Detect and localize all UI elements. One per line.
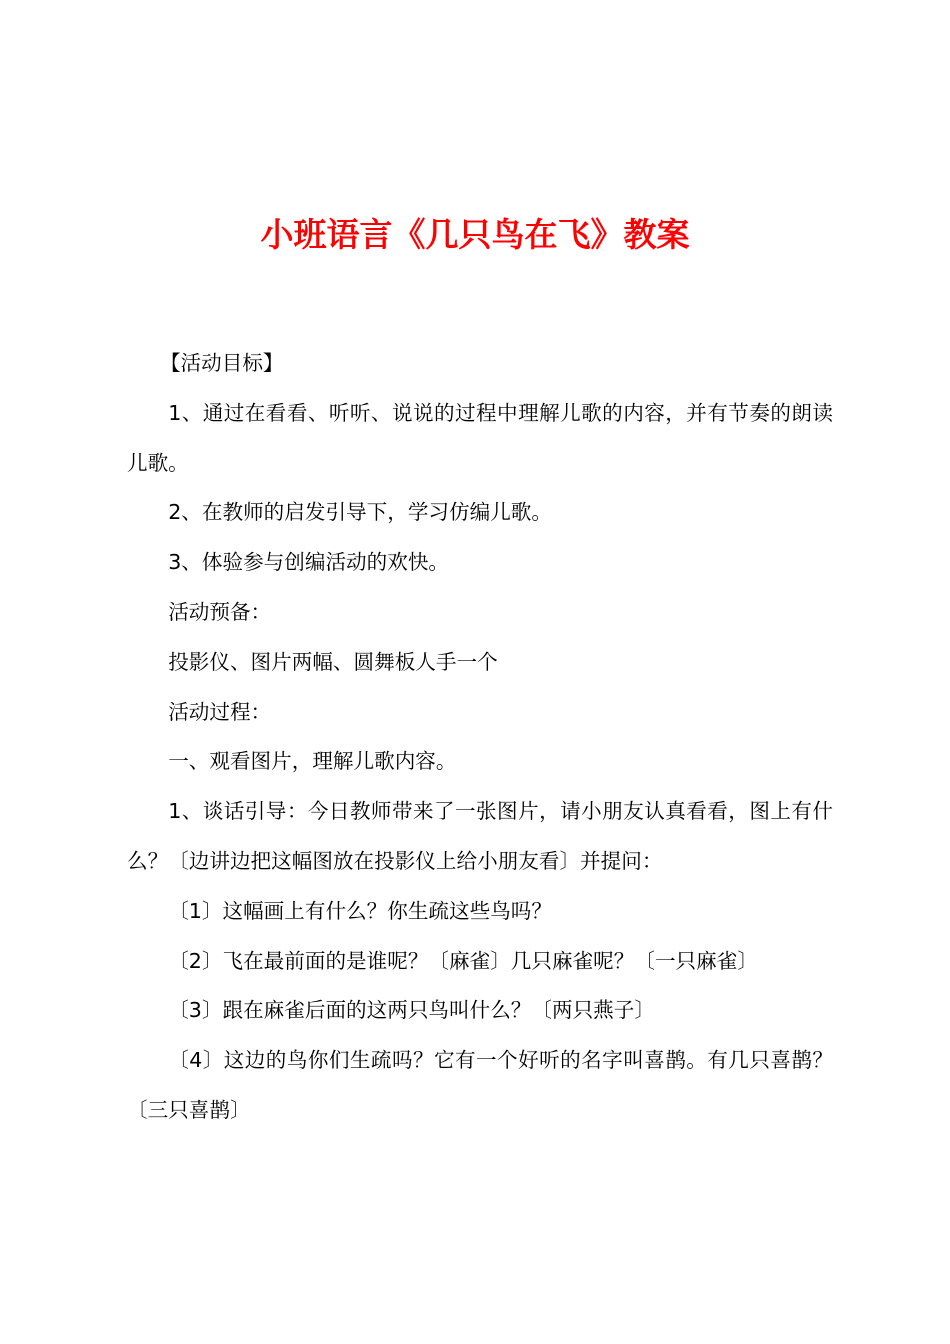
document-title: 小班语言《几只鸟在飞》教案	[260, 215, 690, 254]
goal-item-2: 2、在教师的启发引导下，学习仿编儿歌。	[168, 500, 552, 525]
section-heading-activity-goals: 【活动目标】	[159, 351, 284, 375]
question-1: 〔1〕这幅画上有什么？你生疏这些鸟吗？	[168, 898, 552, 923]
section-heading-preparation: 活动预备：	[168, 599, 272, 624]
process-step-1: 一、观看图片，理解儿歌内容。	[168, 749, 457, 774]
question-4: 〔4〕这边的鸟你们生疏吗？它有一个好听的名字叫喜鹊。有几只喜鹊？〔三只喜鹊〕	[127, 1048, 833, 1122]
question-3: 〔3〕跟在麻雀后面的这两只鸟叫什么？〔两只燕子〕	[168, 998, 655, 1023]
preparation-materials: 投影仪、图片两幅、圆舞板人手一个	[168, 649, 498, 674]
document-body	[127, 339, 833, 1136]
question-2: 〔2〕飞在最前面的是谁呢？〔麻雀〕几只麻雀呢？〔一只麻雀〕	[168, 948, 758, 973]
goal-item-1: 1、通过在看看、听听、说说的过程中理解儿歌的内容，并有节奏的朗读儿歌。	[127, 400, 833, 475]
process-substep-1: 1、谈话引导：今日教师带来了一张图片，请小朋友认真看看，图上有什么？〔边讲边把这幅图放在投影仪上给小朋友看〕并提问：	[127, 799, 833, 873]
goal-item-3: 3、体验参与创编活动的欢快。	[168, 550, 450, 575]
section-heading-process: 活动过程：	[168, 699, 272, 724]
